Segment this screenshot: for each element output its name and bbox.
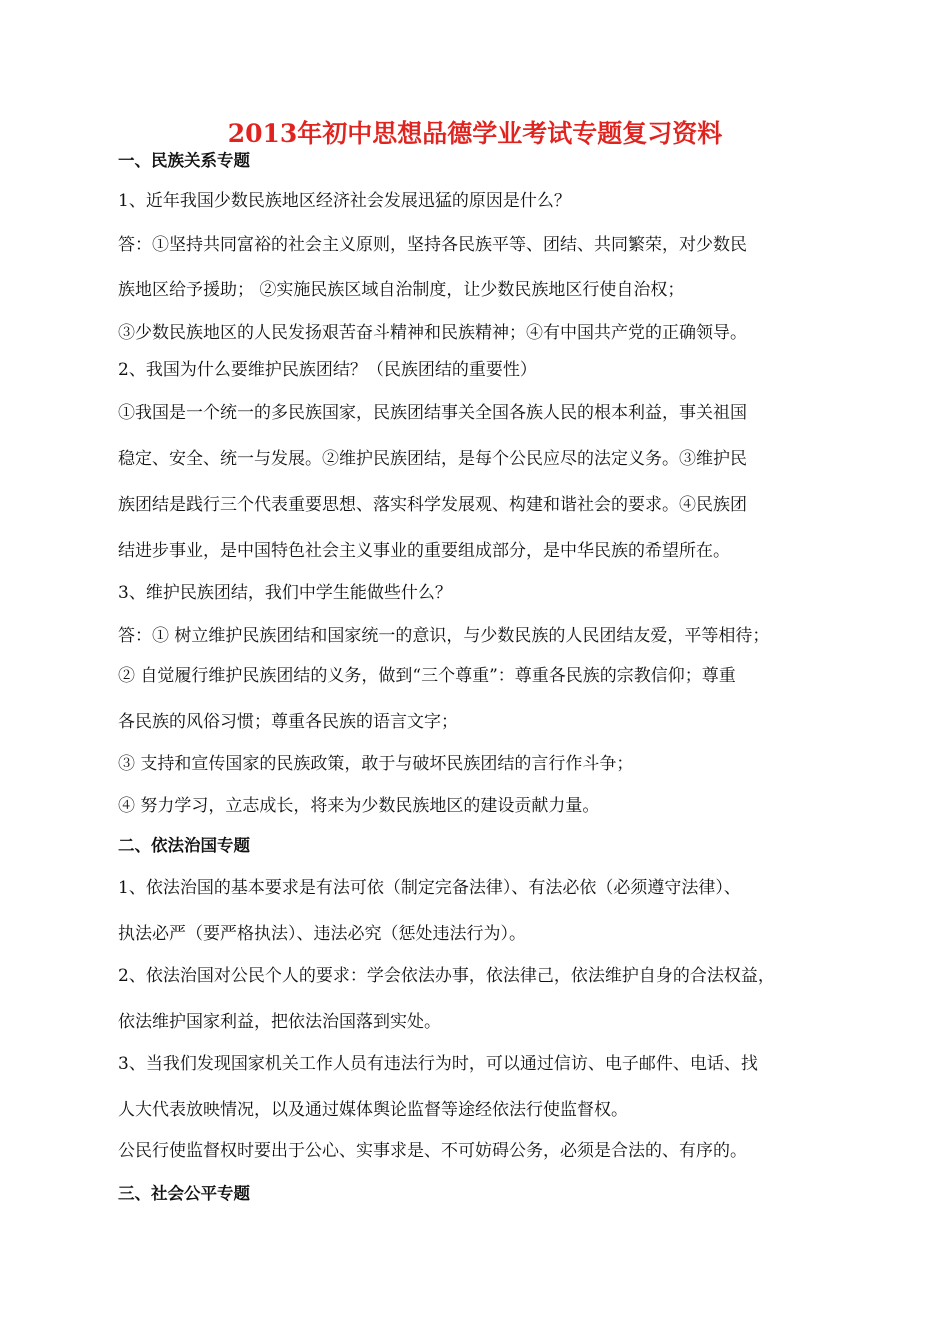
- answer-line: 执法必严（要严格执法）、违法必究（惩处违法行为）。: [118, 924, 526, 944]
- answer-line: 答：①坚持共同富裕的社会主义原则，坚持各民族平等、团结、共同繁荣，对少数民: [118, 235, 747, 255]
- answer-line: ② 自觉履行维护民族团结的义务，做到“三个尊重”：尊重各民族的宗教信仰；尊重: [118, 666, 736, 686]
- question: 3、维护民族团结，我们中学生能做些什么？: [118, 583, 452, 603]
- section-heading: 二、依法治国专题: [118, 836, 250, 855]
- question: 2、我国为什么要维护民族团结？（民族团结的重要性）: [118, 360, 537, 380]
- answer-line: 3、当我们发现国家机关工作人员有违法行为时，可以通过信访、电子邮件、电话、找: [118, 1054, 758, 1074]
- answer-line: 结进步事业，是中国特色社会主义事业的重要组成部分，是中华民族的希望所在。: [118, 541, 730, 561]
- answer-line: 1、依法治国的基本要求是有法可依（制定完备法律）、有法必依（必须遵守法律）、: [118, 878, 741, 898]
- section-heading: 一、民族关系专题: [118, 151, 250, 170]
- answer-line: ④ 努力学习，立志成长，将来为少数民族地区的建设贡献力量。: [118, 796, 600, 816]
- document-title: 2013年初中思想品德学业考试专题复习资料: [227, 119, 723, 148]
- answer-line: ③ 支持和宣传国家的民族政策，敢于与破坏民族团结的言行作斗争；: [118, 754, 634, 774]
- answer-line: 公民行使监督权时要出于公心、实事求是、不可妨碍公务，必须是合法的、有序的。: [118, 1141, 747, 1161]
- answer-line: 2、依法治国对公民个人的要求：学会依法办事，依法律己，依法维护自身的合法权益，: [118, 966, 775, 986]
- answer-line: 族地区给予援助； ②实施民族区域自治制度，让少数民族地区行使自治权；: [118, 280, 685, 300]
- answer-line: 人大代表放映情况，以及通过媒体舆论监督等途经依法行使监督权。: [118, 1100, 628, 1120]
- answer-line: ①我国是一个统一的多民族国家，民族团结事关全国各族人民的根本利益，事关祖国: [118, 403, 747, 423]
- answer-line: ③少数民族地区的人民发扬艰苦奋斗精神和民族精神；④有中国共产党的正确领导。: [118, 323, 747, 343]
- answer-line: 依法维护国家利益，把依法治国落到实处。: [118, 1012, 441, 1032]
- answer-line: 稳定、安全、统一与发展。②维护民族团结，是每个公民应尽的法定义务。③维护民: [118, 449, 747, 469]
- question: 1、近年我国少数民族地区经济社会发展迅猛的原因是什么？: [118, 191, 571, 211]
- answer-line: 答：① 树立维护民族团结和国家统一的意识，与少数民族的人民团结友爱，平等相待；: [118, 626, 770, 646]
- section-heading: 三、社会公平专题: [118, 1184, 250, 1203]
- answer-line: 族团结是践行三个代表重要思想、落实科学发展观、构建和谐社会的要求。④民族团: [118, 495, 747, 515]
- answer-line: 各民族的风俗习惯；尊重各民族的语言文字；: [118, 712, 458, 732]
